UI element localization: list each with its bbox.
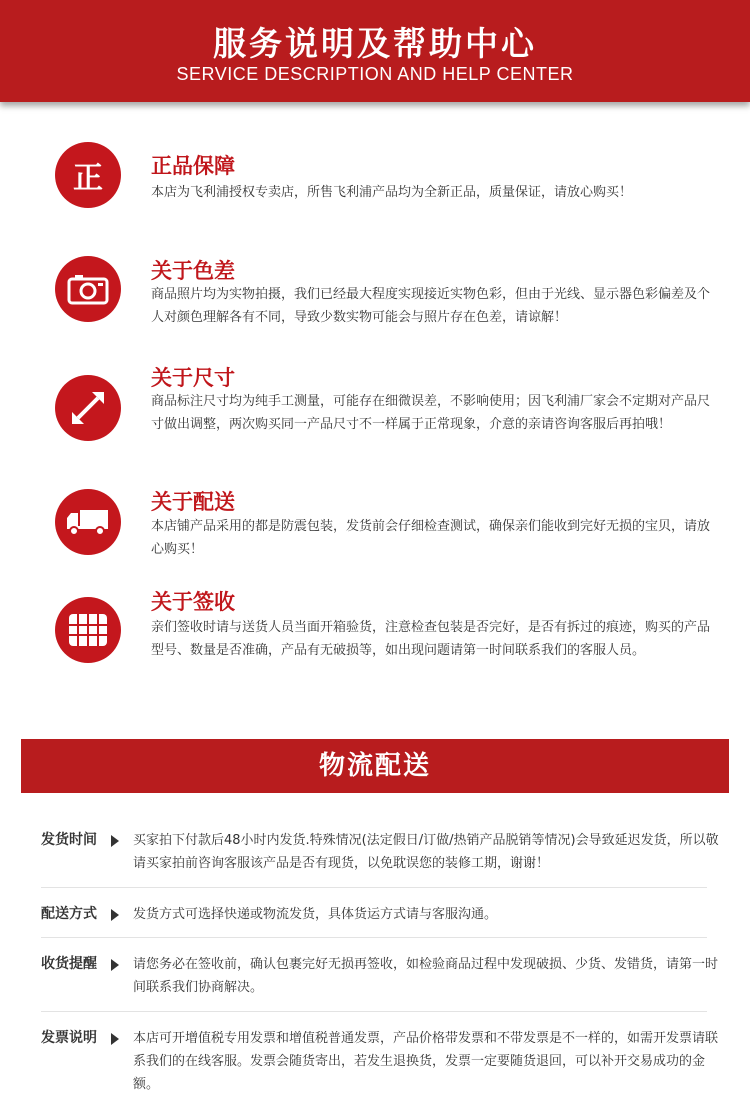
row-text: 发货方式可选择快递或物流发货，具体货运方式请与客服沟通。 xyxy=(133,907,498,922)
diagonal-arrow-icon xyxy=(55,375,121,441)
page-header xyxy=(0,0,750,102)
row-text: 请您务必在签收前，确认包裹完好无损再签收，如检验商品过程中发现破损、少货、发错货，请第一时间联系我们协商解决。 xyxy=(133,957,719,995)
row-text: 本店可开增值税专用发票和增值税普通发票，产品价格带发票和不带发票是不一样的，如需开发票请联系我们的在线客服。发票会随货寄出，若发生退换货，发票一定要随货退回，可以补开交易成功的金额。 xyxy=(133,1031,719,1092)
triangle-right-icon xyxy=(111,835,119,847)
row-label: 配送方式 xyxy=(41,906,97,922)
page-subtitle: SERVICE DESCRIPTION AND HELP CENTER xyxy=(176,64,574,84)
service-title: 正品保障 xyxy=(151,154,235,178)
page-title: 服务说明及帮助中心 xyxy=(213,24,537,63)
service-text: 本店铺产品采用的都是防震包装，发货前会仔细检查测试，确保亲们能收到完好无损的宝贝，请放心购买！ xyxy=(151,519,711,557)
service-title: 关于尺寸 xyxy=(151,366,235,390)
service-title: 关于配送 xyxy=(151,490,235,514)
triangle-right-icon xyxy=(111,959,119,971)
service-title: 关于签收 xyxy=(151,590,235,614)
service-title: 关于色差 xyxy=(151,259,235,283)
camera-icon xyxy=(55,256,121,322)
row-label: 收货提醒 xyxy=(41,956,97,972)
service-text: 商品照片均为实物拍摄，我们已经最大程度实现接近实物色彩，但由于光线、显示器色彩偏差及个人对颜色理解各有不同，导致少数实物可能会与照片存在色差，请谅解！ xyxy=(151,287,711,325)
logistics-banner: 物流配送 xyxy=(21,739,729,793)
service-text: 亲们签收时请与送货人员当面开箱验货，注意检查包装是否完好，是否有拆过的痕迹，购买的产品型号、数量是否准确，产品有无破损等，如出现问题请第一时间联系我们的客服人员。 xyxy=(151,620,711,658)
row-label: 发货时间 xyxy=(41,832,97,848)
row-text: 买家拍下付款后48小时内发货.特殊情况(法定假日/订做/热销产品脱销等情况)会导致延迟发货，所以敬请买家拍前咨询客服该产品是否有现货，以免耽误您的装修工期，谢谢！ xyxy=(133,833,719,871)
row-label: 发票说明 xyxy=(41,1030,97,1046)
zheng-badge-char: 正 xyxy=(73,161,103,196)
truck-icon xyxy=(55,489,121,555)
zheng-badge-icon xyxy=(55,142,121,208)
triangle-right-icon xyxy=(111,1033,119,1045)
service-text: 本店为飞利浦授权专卖店，所售飞利浦产品均为全新正品，质量保证，请放心购买！ xyxy=(151,185,633,200)
grid-icon xyxy=(55,597,121,663)
divider xyxy=(41,937,707,938)
triangle-right-icon xyxy=(111,909,119,921)
divider xyxy=(41,1011,707,1012)
divider xyxy=(41,887,707,888)
service-text: 商品标注尺寸均为纯手工测量，可能存在细微误差，不影响使用；因飞利浦厂家会不定期对产品尺寸做出调整，两次购买同一产品尺寸不一样属于正常现象，介意的亲请咨询客服后再拍哦！ xyxy=(151,394,711,432)
